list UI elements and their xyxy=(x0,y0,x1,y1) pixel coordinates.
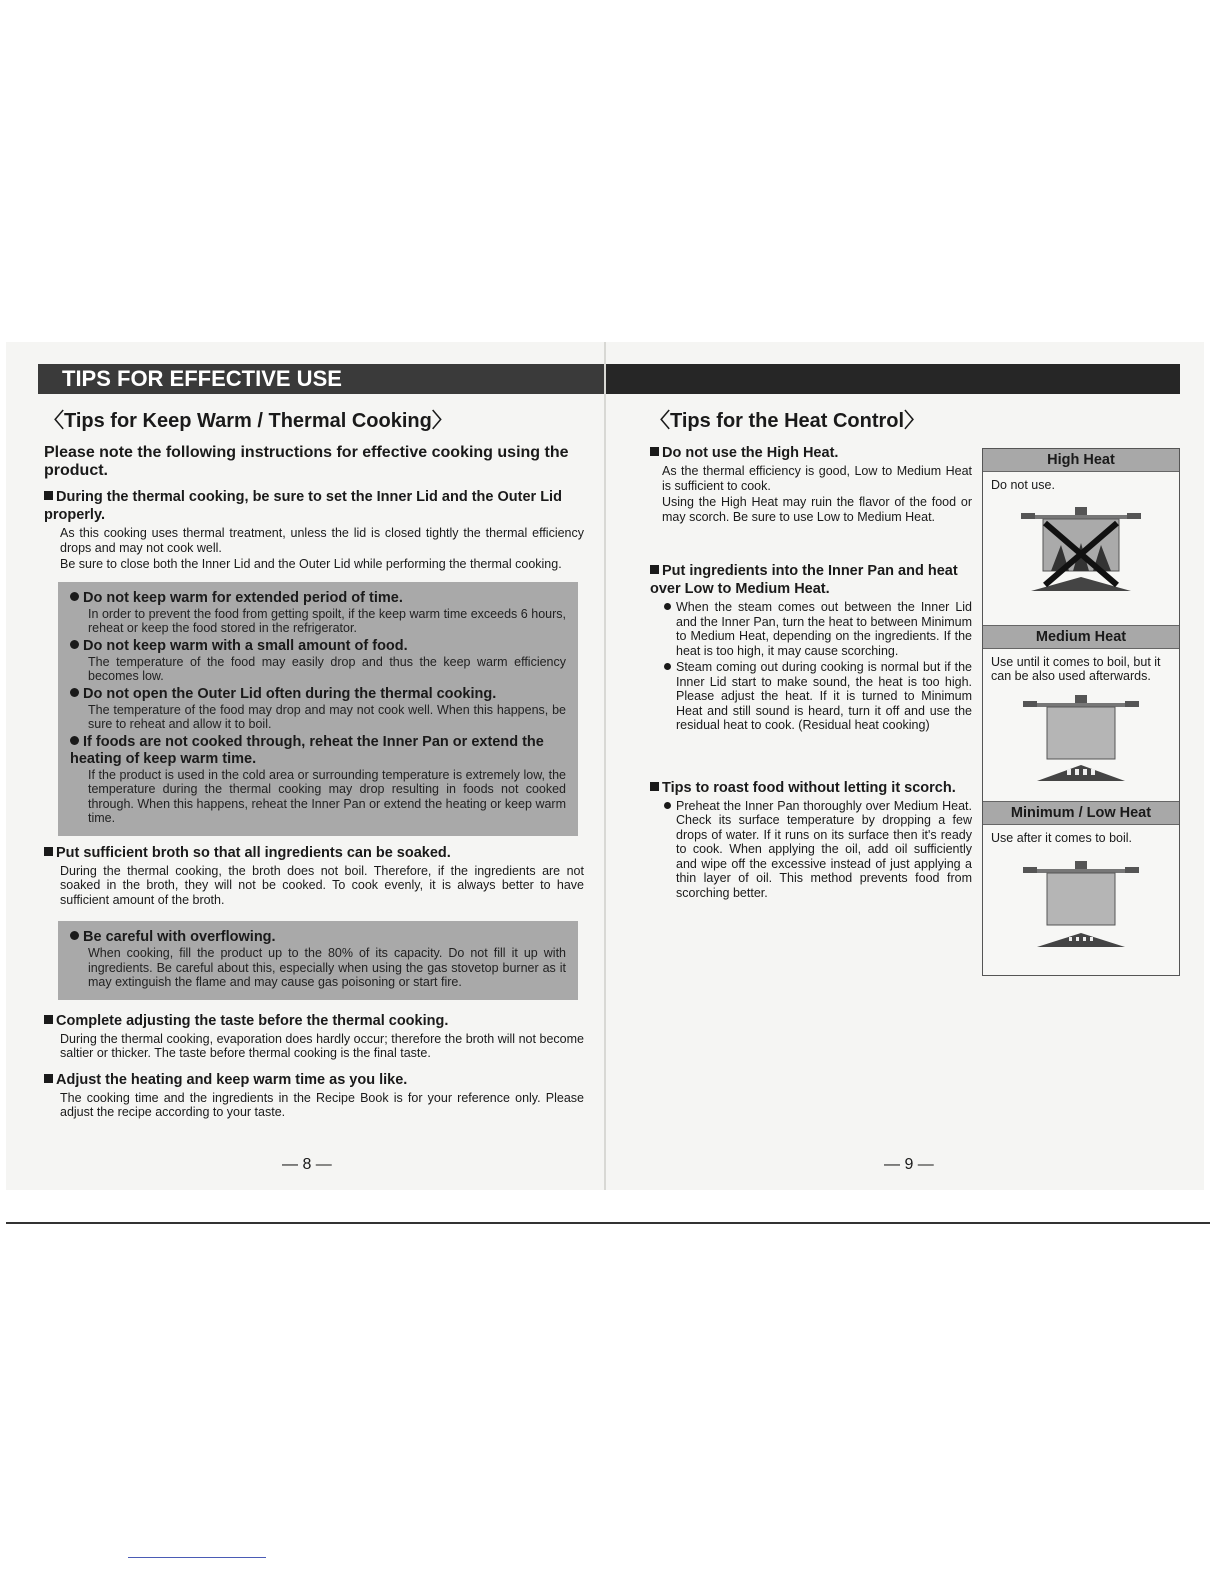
page-fold xyxy=(604,342,606,1190)
paragraph: The cooking time and the ingredients in the Recipe Book is for your reference only. Please adjust the recipe according to your taste. xyxy=(60,1090,584,1119)
square-bullet-icon xyxy=(44,491,53,500)
paragraph: As the thermal efficiency is good, Low to Medium Heat is sufficient to cook. xyxy=(662,464,972,493)
note-heading: If foods are not cooked through, reheat the Inner Pan or extend the heating of keep warm time. xyxy=(70,733,544,767)
dot-bullet-icon xyxy=(664,802,671,809)
square-bullet-icon xyxy=(44,847,53,856)
paragraph: Using the High Heat may ruin the flavor of the food or may scorch. Be sure to use Low to Medium Heat. xyxy=(662,495,972,524)
pot-low-heat-icon xyxy=(1023,861,1139,961)
square-bullet-icon xyxy=(650,782,659,791)
heading-broth: Put sufficient broth so that all ingredients can be soaked. xyxy=(44,844,584,862)
panel-text: Use after it comes to boil. xyxy=(991,831,1133,845)
heading-thermal-lid: During the thermal cooking, be sure to set the Inner Lid and the Outer Lid properly. xyxy=(44,489,562,523)
panel-low-heat xyxy=(983,801,1179,845)
panel-high-heat xyxy=(983,449,1179,492)
page-bottom-edge xyxy=(6,1222,1210,1224)
right-page xyxy=(650,402,972,902)
heading-high-heat: Do not use the High Heat. xyxy=(650,444,972,462)
note-text: The temperature of the food may easily drop and thus the keep warm efficiency becomes low. xyxy=(88,654,566,683)
paragraph: During the thermal cooking, the broth does not boil. Therefore, if the ingredients are not soaked in the broth, they will not be cooked. To cook evenly, it is always better to have sufficient amount of the broth. xyxy=(60,863,584,907)
heading-roast: Tips to roast food without letting it scorch. xyxy=(650,779,972,797)
note-heading: Do not open the Outer Lid often during the thermal cooking. xyxy=(70,686,566,703)
left-section-title: 〈Tips for Keep Warm / Thermal Cooking〉 xyxy=(44,410,452,432)
stray-mark xyxy=(128,1557,266,1558)
overflow-warning-box xyxy=(58,921,578,1000)
bullet-item: When the steam comes out between the Inner Lid and the Inner Pan, turn the heat to between Minimum to Medium Heat, depending on the ingredients. If the heat is too high, it may cause scorching. xyxy=(664,600,972,658)
dot-bullet-icon xyxy=(664,663,671,670)
header-title: TIPS FOR EFFECTIVE USE xyxy=(38,364,606,394)
header-bar xyxy=(38,364,1180,394)
heading-taste: Complete adjusting the taste before the thermal cooking. xyxy=(44,1012,584,1030)
panel-text: Use until it comes to boil, but it can be also used afterwards. xyxy=(991,655,1161,683)
note-text: The temperature of the food may drop and may not cook well. When this happens, be sure to reheat and allow it to boil. xyxy=(88,702,566,731)
dot-bullet-icon xyxy=(664,603,671,610)
dot-bullet-icon xyxy=(70,688,79,697)
bullet-item: Steam coming out during cooking is normal but if the Inner Lid start to make sound, the heat is too high. Please adjust the heat. If it is turned to Minimum Heat and still sound is heard, turn it off and use the residual heat to cook. (Residual heat cooking) xyxy=(664,660,972,733)
panel-title: Medium Heat xyxy=(983,625,1179,649)
note-text: When cooking, fill the product up to the 80% of its capacity. Do not fill it up with ingredients. Be careful about this, especially when using the gas stovetop burner as it may extinguish the flame and may cause gas poisoning or start fire. xyxy=(88,946,566,989)
left-page xyxy=(38,402,584,1122)
dot-bullet-icon xyxy=(70,931,79,940)
bullet-item: Preheat the Inner Pan thoroughly over Medium Heat. Check its surface temperature by dropping a few drops of water. If it runs on its surface then it's ready to cook. When applying the oil, add oil sufficiently and wipe off the excessive instead of just applying a thin layer of oil. This method prevents food from scorching better. xyxy=(664,799,972,901)
dot-bullet-icon xyxy=(70,592,79,601)
keep-warm-notes-box xyxy=(58,582,578,836)
panel-title: High Heat xyxy=(983,449,1179,472)
panel-text: Do not use. xyxy=(991,478,1055,492)
panel-medium-heat xyxy=(983,625,1179,683)
page-number-left: — 8 — xyxy=(282,1156,332,1173)
note-heading: Do not keep warm for extended period of time. xyxy=(70,590,566,607)
paragraph: As this cooking uses thermal treatment, unless the lid is closed tightly the thermal efficiency drops and may not cook well. xyxy=(60,526,584,555)
page-number-right: — 9 — xyxy=(884,1156,934,1173)
heat-level-panel xyxy=(982,448,1180,976)
square-bullet-icon xyxy=(44,1074,53,1083)
panel-title: Minimum / Low Heat xyxy=(983,801,1179,825)
heading-adjust: Adjust the heating and keep warm time as you like. xyxy=(44,1071,584,1089)
note-text: In order to prevent the food from getting spoilt, if the keep warm time exceeds 6 hours, reheat or keep the food stored in the refrigerator. xyxy=(88,606,566,635)
left-lead: Please note the following instructions for effective cooking using the product. xyxy=(44,444,569,479)
square-bullet-icon xyxy=(650,565,659,574)
square-bullet-icon xyxy=(44,1015,53,1024)
dot-bullet-icon xyxy=(70,736,79,745)
pot-medium-heat-icon xyxy=(1023,695,1139,795)
heading-low-medium: Put ingredients into the Inner Pan and heat over Low to Medium Heat. xyxy=(650,563,958,597)
pot-high-heat-crossed-icon xyxy=(1021,505,1141,605)
right-section-title: 〈Tips for the Heat Control〉 xyxy=(650,410,925,432)
paragraph: During the thermal cooking, evaporation does hardly occur; therefore the broth will not become saltier or thicker. The taste before thermal cooking is the final taste. xyxy=(60,1031,584,1060)
dot-bullet-icon xyxy=(70,640,79,649)
paragraph: Be sure to close both the Inner Lid and the Outer Lid while performing the thermal cooking. xyxy=(60,557,562,571)
note-heading: Be careful with overflowing. xyxy=(70,929,566,946)
square-bullet-icon xyxy=(650,447,659,456)
note-heading: Do not keep warm with a small amount of food. xyxy=(70,638,566,655)
note-text: If the product is used in the cold area or surrounding temperature is extremely low, the temperature during the thermal cooking may drop resulting in foods not cooked through. When this happens, reheat the Inner Pan or extend the heating or keep warm time. xyxy=(88,767,566,825)
